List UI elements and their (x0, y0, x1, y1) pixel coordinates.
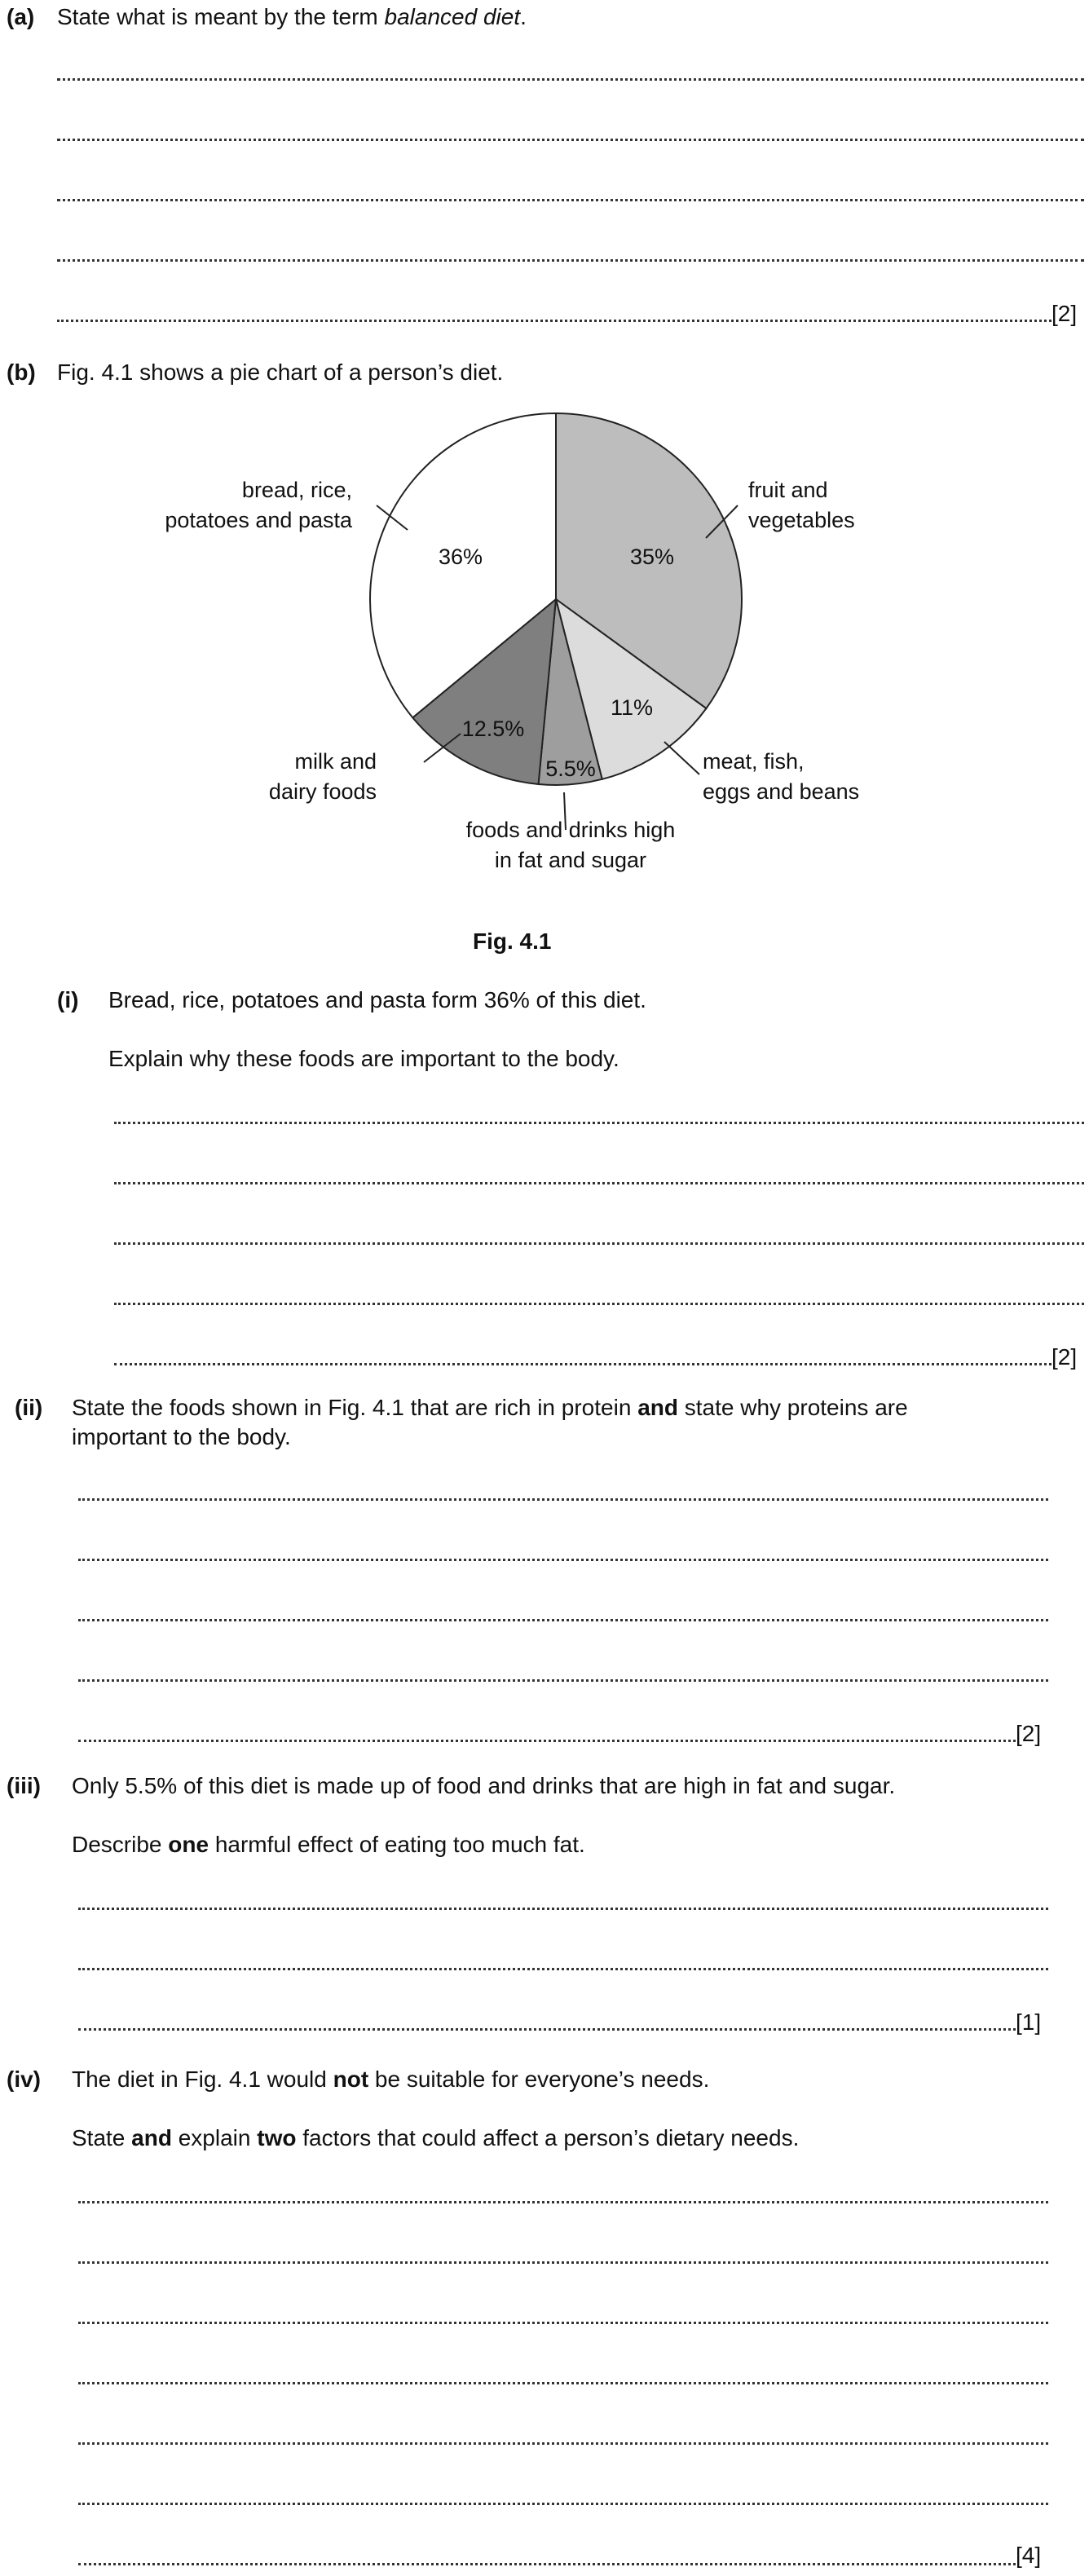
q-ii-label: (ii) (15, 1395, 43, 1420)
answer-line[interactable] (57, 199, 1084, 201)
slice-value-label: 35% (629, 545, 675, 569)
answer-line[interactable] (78, 2028, 1016, 2031)
part-a-text-before: State what is meant by the term (57, 4, 385, 29)
figure-caption: Fig. 4.1 (473, 929, 552, 954)
q-iii-bold: one (168, 1832, 209, 1857)
q-i-label: (i) (57, 987, 79, 1012)
legend-label-meat: meat, fish, (703, 749, 805, 774)
q-iii-line2 (72, 1831, 585, 1859)
legend-label-meat: eggs and beans (703, 779, 860, 804)
answer-line[interactable] (78, 2201, 1048, 2203)
q-iii-text: Describe (72, 1832, 169, 1857)
q-ii-text: State the foods shown in Fig. 4.1 that are rich in protein (72, 1395, 638, 1420)
part-b-intro: Fig. 4.1 shows a pie chart of a person’s diet. (57, 359, 504, 385)
q-iv-text: State (72, 2125, 132, 2150)
q-ii-line2: important to the body. (72, 1424, 291, 1449)
answer-line[interactable] (78, 2322, 1048, 2324)
answer-line[interactable] (78, 2503, 1048, 2505)
answer-line[interactable] (78, 1908, 1048, 1910)
marks: [2] (1016, 1721, 1042, 1746)
q-ii-text: state why proteins are (677, 1395, 908, 1420)
answer-line[interactable] (78, 1498, 1048, 1501)
legend-label-milk: milk and (294, 749, 377, 774)
answer-line[interactable] (78, 1559, 1048, 1561)
q-ii-bold: and (637, 1395, 678, 1420)
answer-line[interactable] (114, 1182, 1084, 1184)
part-a-label: (a) (7, 4, 35, 29)
q-iii-label: (iii) (7, 1773, 41, 1798)
q-iv-text: The diet in Fig. 4.1 would (72, 2067, 333, 2092)
answer-line[interactable] (114, 1122, 1084, 1124)
answer-line[interactable] (78, 2382, 1048, 2384)
q-iv-line1 (72, 2066, 709, 2093)
part-a-question (57, 3, 527, 31)
q-iii-line1: Only 5.5% of this diet is made up of food and drinks that are high in fat and sugar. (72, 1773, 896, 1798)
legend-label-fat: in fat and sugar (494, 848, 647, 872)
slice-value-label: 11% (610, 695, 654, 720)
answer-line[interactable] (57, 78, 1084, 81)
legend-label-fat: foods and drinks high (465, 818, 676, 842)
q-iv-label: (iv) (7, 2067, 41, 2092)
pie-chart (0, 399, 1089, 905)
legend-label-fruit: fruit and (748, 478, 828, 502)
q-iv-bold: and (131, 2125, 172, 2150)
part-a-term: balanced diet (384, 4, 521, 29)
q-i-line1: Bread, rice, potatoes and pasta form 36% of this diet. (108, 987, 646, 1012)
answer-line[interactable] (114, 1363, 1052, 1365)
legend-label-milk: dairy foods (268, 779, 377, 804)
legend-label-bread: bread, rice, (241, 478, 352, 502)
answer-line[interactable] (78, 1740, 1016, 1742)
q-iv-text: be suitable for everyone’s needs. (368, 2067, 710, 2092)
answer-line[interactable] (78, 1968, 1048, 1970)
q-ii-line1 (72, 1394, 908, 1422)
part-b-label: (b) (7, 359, 36, 385)
legend-label-fruit: vegetables (748, 508, 855, 532)
answer-line[interactable] (78, 1619, 1048, 1621)
slice-value-label: 12.5% (461, 717, 525, 741)
slice-value-label: 5.5% (545, 756, 596, 781)
marks: [1] (1016, 2009, 1042, 2035)
legend-label-bread: potatoes and pasta (165, 508, 352, 532)
answer-line[interactable] (57, 259, 1084, 262)
answer-line[interactable] (78, 2563, 1016, 2565)
q-iv-bold: not (333, 2067, 369, 2092)
answer-line[interactable] (78, 2261, 1048, 2264)
answer-line[interactable] (114, 1242, 1084, 1245)
answer-line[interactable] (78, 1679, 1048, 1682)
marks: [2] (1052, 1344, 1078, 1370)
answer-line[interactable] (78, 2442, 1048, 2445)
q-iv-text: explain (171, 2125, 258, 2150)
q-iv-bold: two (257, 2125, 297, 2150)
leader-line-meat (664, 742, 699, 774)
marks: [4] (1016, 2543, 1042, 2568)
part-a-text-after: . (520, 4, 527, 29)
answer-line[interactable] (57, 320, 1052, 322)
slice-value-label: 36% (438, 545, 483, 569)
answer-line[interactable] (114, 1303, 1084, 1305)
answer-line[interactable] (57, 139, 1084, 141)
q-iv-text: factors that could affect a person’s dietary needs. (296, 2125, 800, 2150)
marks: [2] (1052, 301, 1078, 326)
q-iv-line2 (72, 2124, 799, 2152)
q-i-line2: Explain why these foods are important to the body. (108, 1046, 619, 1071)
q-iii-text: harmful effect of eating too much fat. (209, 1832, 585, 1857)
